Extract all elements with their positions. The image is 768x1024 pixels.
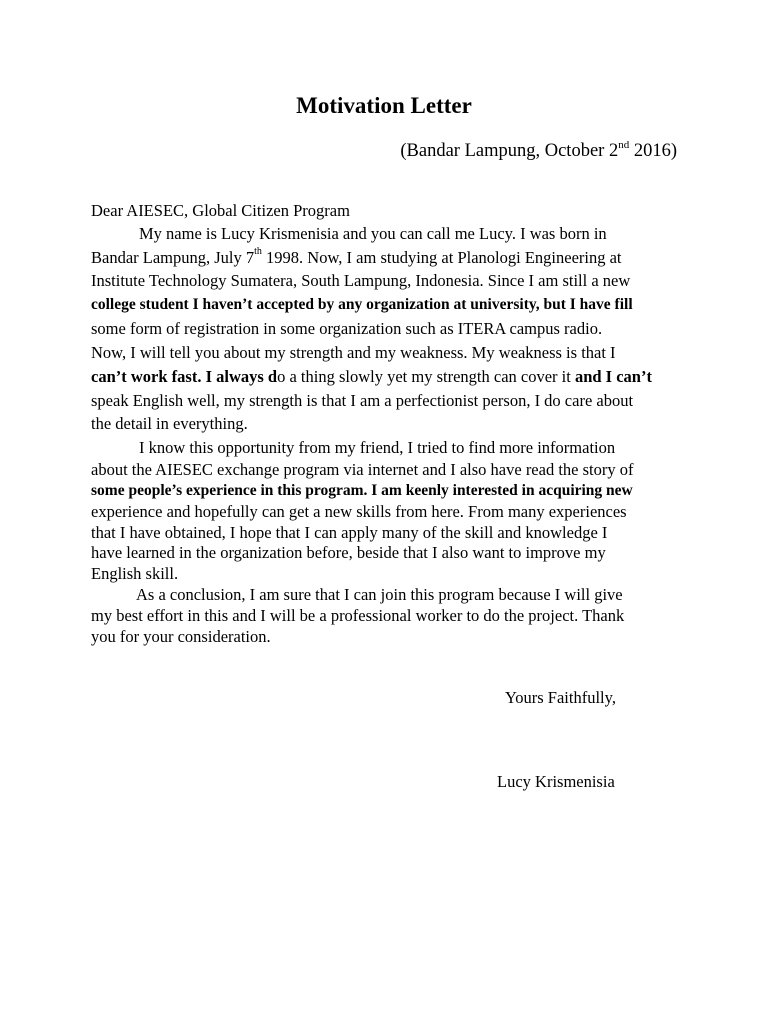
- body-line-2-text-b: 1998. Now, I am studying at Planologi Engineering at: [261, 248, 622, 267]
- body-line-12: some people’s experience in this program. I am keenly interested in acquiring new: [91, 482, 633, 499]
- body-line-10: [91, 438, 615, 458]
- body-line-1: [91, 224, 607, 244]
- body-line-10-text: I know this opportunity from my friend, I tried to find more information: [139, 438, 616, 457]
- body-line-11: about the AIESEC exchange program via internet and I also have read the story of: [91, 460, 634, 479]
- dateline-open: (Bandar Lampung, October 2: [400, 141, 619, 161]
- dateline-close: 2016): [629, 141, 677, 161]
- body-line-6: Now, I will tell you about my strength and my weakness. My weakness is that I: [91, 343, 616, 362]
- body-line-5: some form of registration in some organization such as ITERA campus radio.: [91, 319, 603, 338]
- body-line-17-text: As a conclusion, I am sure that I can join this program because I will give: [136, 585, 623, 604]
- dateline: [400, 141, 677, 162]
- document-title: Motivation Letter: [296, 93, 472, 118]
- body-line-4: college student I haven’t accepted by any organization at university, but I have fill: [91, 296, 633, 313]
- dateline-ordinal: nd: [618, 139, 630, 151]
- signature-name: Lucy Krismenisia: [497, 772, 615, 791]
- body-line-7: [91, 367, 652, 387]
- body-line-15: have learned in the organization before, beside that I also want to improve my: [91, 543, 606, 562]
- body-line-3: Institute Technology Sumatera, South Lampung, Indonesia. Since I am still a new: [91, 271, 631, 290]
- body-line-7-text: o a thing slowly yet my strength can cover it: [277, 367, 575, 386]
- body-line-7-bold-b: and I can’t: [574, 367, 652, 386]
- body-line-17: [91, 585, 623, 605]
- body-line-9: the detail in everything.: [91, 414, 248, 433]
- closing-salutation: Yours Faithfully,: [505, 688, 616, 707]
- body-line-16: English skill.: [91, 564, 179, 583]
- body-line-2-ordinal: th: [254, 246, 262, 257]
- greeting: Dear AIESEC, Global Citizen Program: [91, 201, 350, 220]
- body-line-18: my best effort in this and I will be a professional worker to do the project. Thank: [91, 606, 625, 625]
- body-line-8: speak English well, my strength is that I am a perfectionist person, I do care about: [91, 391, 634, 410]
- body-line-19: you for your consideration.: [91, 627, 271, 646]
- body-line-14: that I have obtained, I hope that I can apply many of the skill and knowledge I: [91, 523, 608, 542]
- body-line-13: experience and hopefully can get a new skills from here. From many experiences: [91, 502, 627, 521]
- body-line-2-text-a: Bandar Lampung, July 7: [91, 248, 255, 267]
- body-line-7-bold-a: can’t work fast. I always d: [91, 367, 278, 386]
- body-line-1-text: My name is Lucy Krismenisia and you can call me Lucy. I was born in: [139, 224, 607, 243]
- body-line-2: [91, 248, 622, 268]
